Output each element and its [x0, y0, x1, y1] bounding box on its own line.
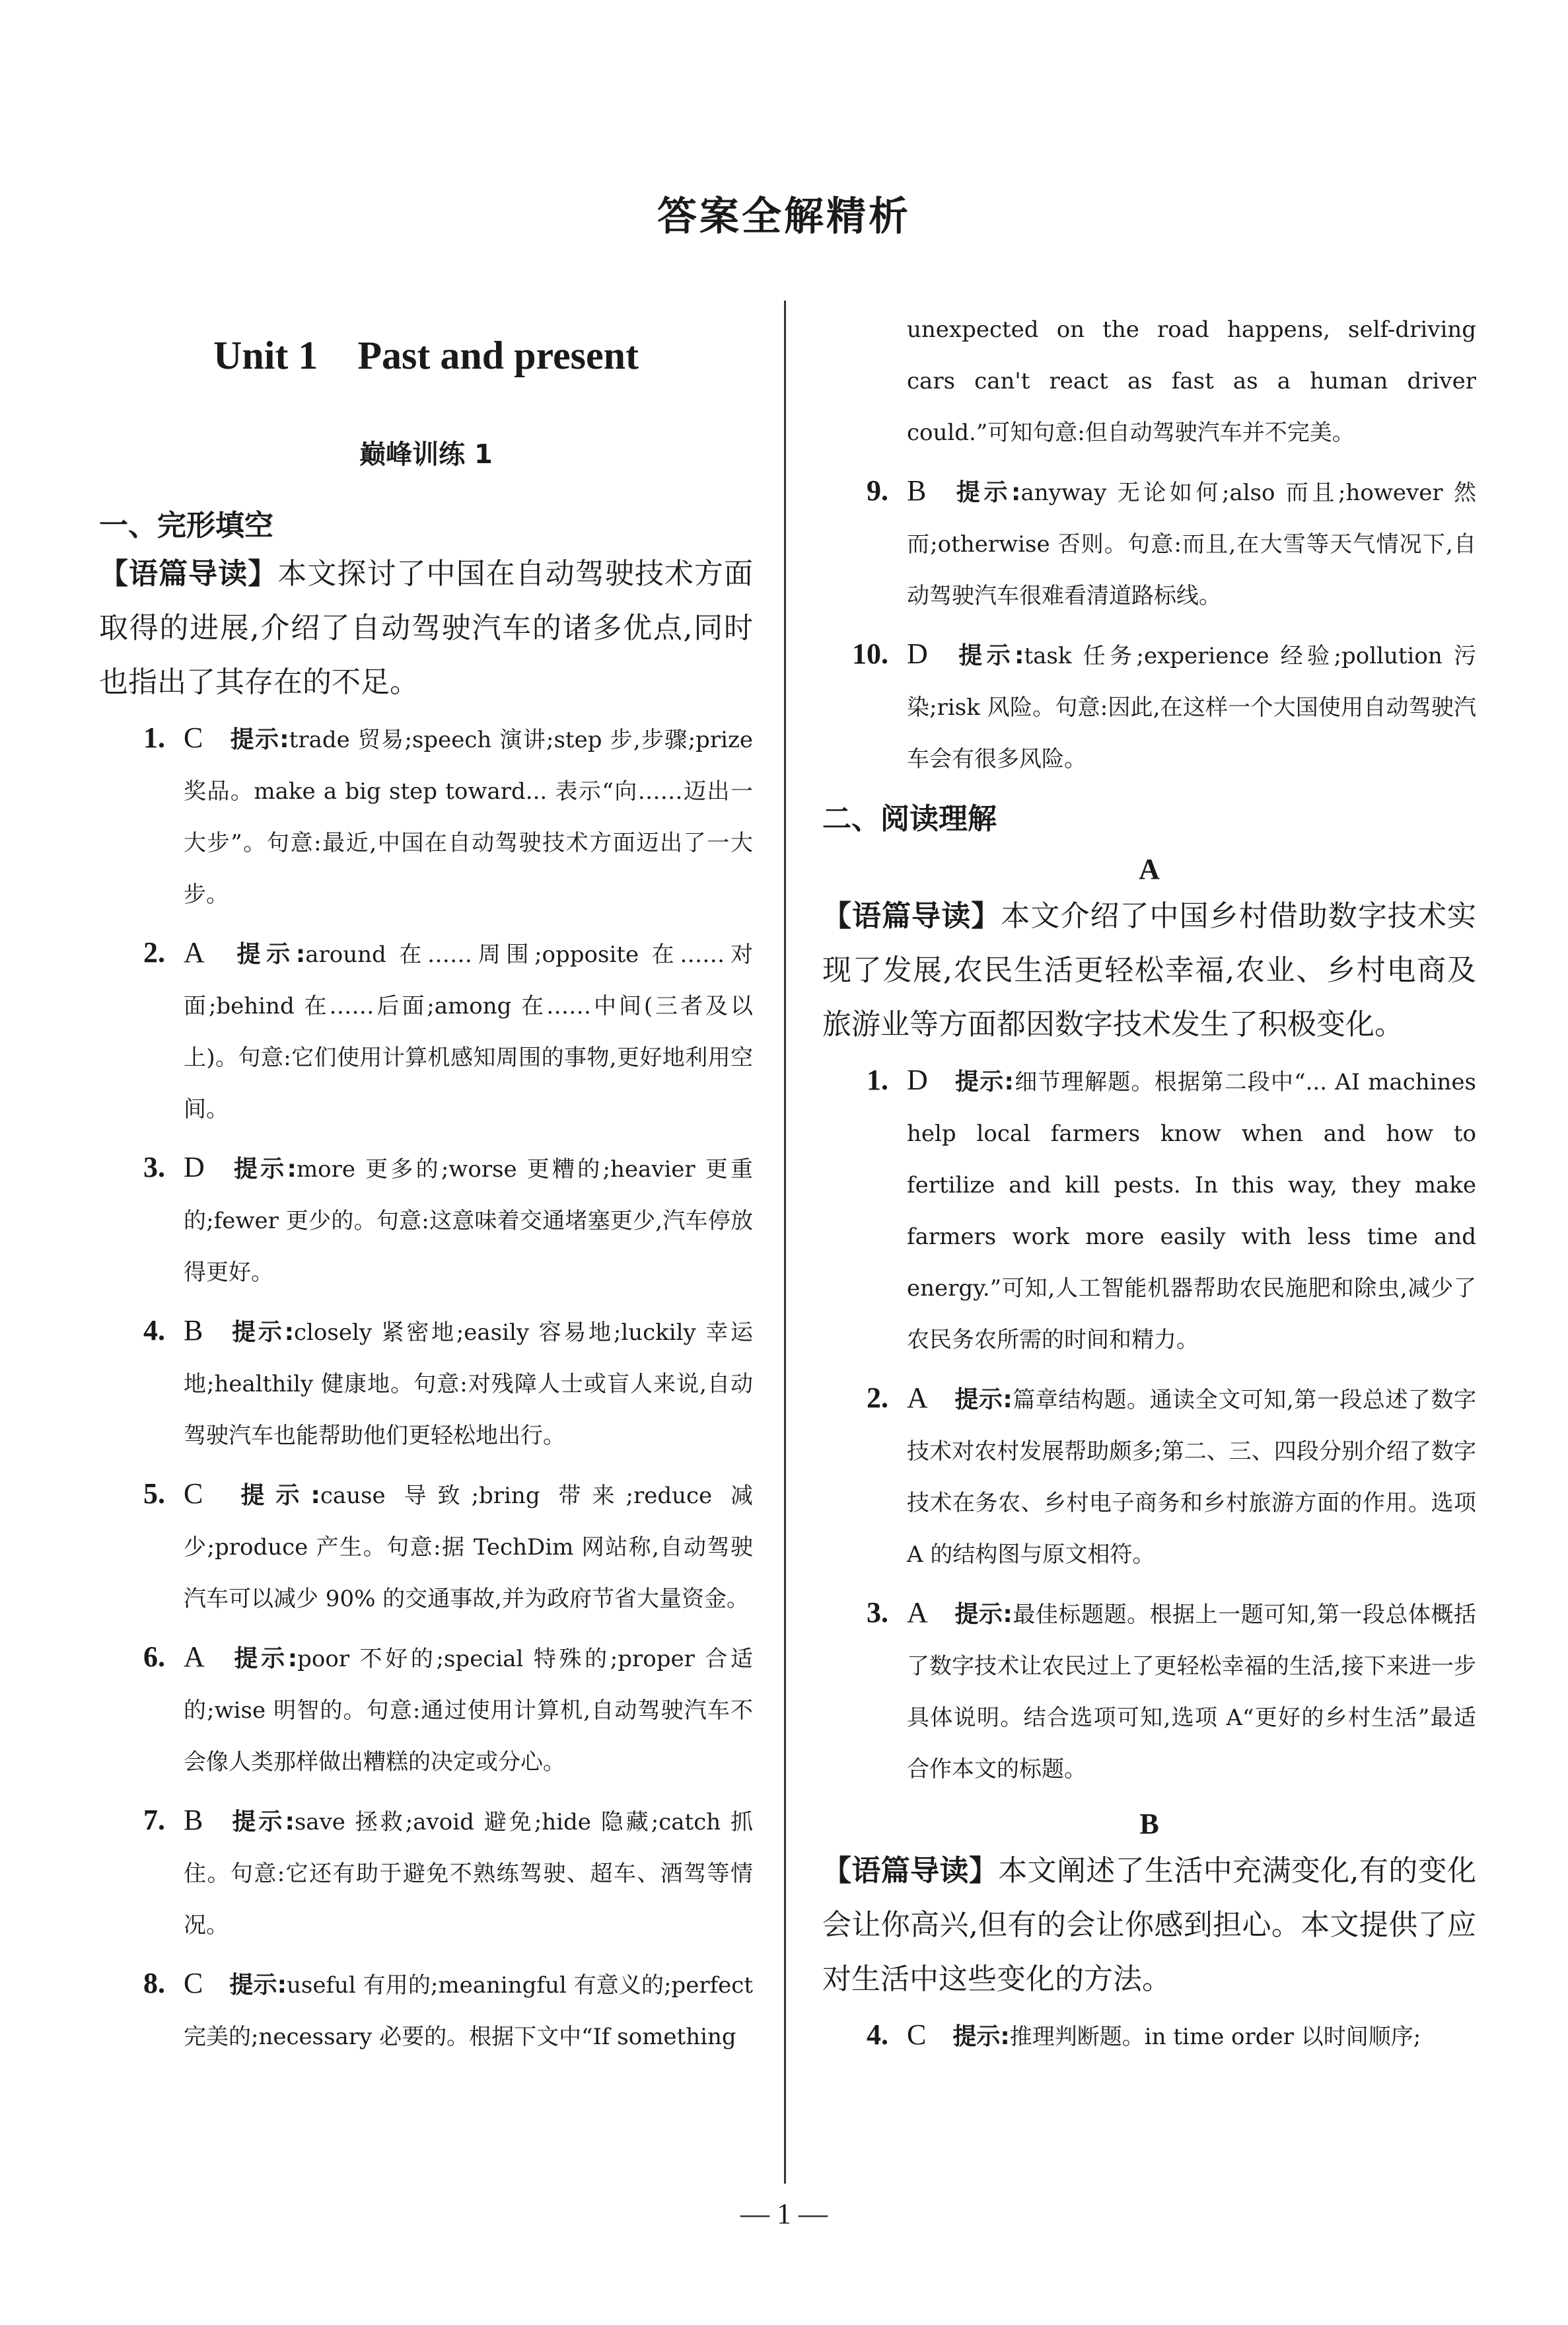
- item-hint-text: 篇章结构题。通读全文可知,第一段总述了数字技术对农村发展帮助颇多;第二、三、四段分别介绍了数字技术在务农、乡村电子商务和乡村旅游方面的作用。选项 A 的结构图与原文相符。: [907, 1387, 1477, 1568]
- reading-item: [822, 1372, 1476, 1580]
- page-number: — 1 —: [740, 2197, 828, 2230]
- item-answer: B: [184, 1314, 203, 1347]
- intro-label: 【语篇导读】: [99, 557, 278, 591]
- cloze-item: [99, 712, 753, 920]
- item-answer: A: [907, 1596, 928, 1629]
- hint-label: 提示:: [952, 2023, 1010, 2050]
- cloze-item: [99, 1305, 753, 1461]
- item-hint-text: 细节理解题。根据第二段中“... AI machines help local farmers know when and how to fertilize and kill pests. In this way, they make farmers work more easily with less time and energy.”可知,人工智能机器帮助农民施肥和除虫,减少了农民务农所需的时间和精力。: [907, 1069, 1476, 1353]
- hint-label: 提示:: [231, 941, 306, 968]
- item-answer: C: [184, 1477, 203, 1510]
- part-a-intro: [822, 889, 1476, 1052]
- item-number: 6.: [143, 1641, 165, 1673]
- part-b-intro: [822, 1844, 1476, 2007]
- hint-label: 提示:: [229, 1808, 295, 1835]
- item-hint-text: anyway 无论如何;also 而且;however 然而;otherwise 否则。句意:而且,在大雪等天气情况下,自动驾驶汽车很难看清道路标线。: [907, 480, 1476, 609]
- item-hint-text: around 在……周围;opposite 在……对面;behind 在……后面;among 在……中间(三者及以上)。句意:它们使用计算机感知周围的事物,更好地利用空间。: [184, 941, 753, 1123]
- left-column: [99, 304, 753, 2069]
- item-hint-text: trade 贸易;speech 演讲;step 步,步骤;prize 奖品。make a big step toward... 表示“向……迈出一大步”。句意:最近,中国在自动驾驶技术方面迈出了一大步。: [184, 727, 753, 908]
- item-answer: A: [907, 1382, 928, 1414]
- hint-label: 提示:: [231, 1645, 298, 1672]
- item-hint-text: closely 紧密地;easily 容易地;luckily 幸运地;healthily 健康地。句意:对残障人士或盲人来说,自动驾驶汽车也能帮助他们更轻松地出行。: [184, 1319, 753, 1449]
- item-hint-text: save 拯救;avoid 避免;hide 隐藏;catch 抓住。句意:它还有助于避免不熟练驾驶、超车、酒驾等情况。: [184, 1809, 753, 1938]
- practice-subtitle: 巅峰训练 1: [359, 439, 493, 470]
- cloze-item: [99, 927, 753, 1135]
- cloze-heading: 一、完形填空: [99, 509, 273, 542]
- page-title: 答案全解精析: [657, 194, 911, 240]
- reading-heading: 二、阅读理解: [822, 802, 997, 836]
- item-answer: A: [184, 1641, 205, 1673]
- unit-title: Unit 1 Past and present: [213, 334, 639, 377]
- intro-label: 【语篇导读】: [822, 1854, 999, 1888]
- cloze-intro-text: 本文探讨了中国在自动驾驶技术方面取得的进展,介绍了自动驾驶汽车的诸多优点,同时也指出了其存在的不足。: [99, 557, 754, 699]
- hint-label: 提示:: [229, 1482, 320, 1509]
- cloze-item: [99, 1958, 753, 2063]
- part-a-intro-text: 本文介绍了中国乡村借助数字技术实现了发展,农民生活更轻松幸福,农业、乡村电商及旅游业等方面都因数字技术发生了积极变化。: [822, 899, 1477, 1041]
- item-number: 4.: [143, 1314, 165, 1347]
- reading-item: [822, 1054, 1476, 1366]
- cloze-item: [99, 1631, 753, 1788]
- cloze-intro: [99, 547, 753, 710]
- intro-label: 【语篇导读】: [822, 899, 1001, 933]
- item-number: 7.: [143, 1804, 165, 1836]
- item-hint-text: 推理判断题。in time order 以时间顺序;: [1009, 2024, 1421, 2050]
- item-hint-text: useful 有用的;meaningful 有意义的;perfect 完美的;necessary 必要的。根据下文中“If something: [184, 1972, 753, 2050]
- hint-label: 提示:: [952, 479, 1021, 506]
- item-number: 10.: [852, 638, 888, 670]
- hint-label: 提示:: [229, 1972, 287, 1999]
- item-number: 4.: [867, 2018, 888, 2051]
- hint-label: 提示:: [954, 1386, 1013, 1413]
- item-answer: D: [907, 638, 928, 670]
- item-number: 9.: [867, 474, 888, 507]
- cloze-item: [99, 1142, 753, 1298]
- right-column: [822, 304, 1476, 2069]
- cloze-item: [99, 1468, 753, 1625]
- item-hint-text: more 更多的;worse 更糟的;heavier 更重的;fewer 更少的。句意:这意味着交通堵塞更少,汽车停放得更好。: [184, 1156, 753, 1286]
- item-number: 3.: [867, 1596, 888, 1629]
- reading-item: [822, 2009, 1476, 2063]
- item-number: 3.: [143, 1151, 165, 1183]
- hint-label: 提示:: [231, 1156, 297, 1183]
- item-number: 8.: [143, 1967, 165, 1999]
- item-hint-text: 最佳标题题。根据上一题可知,第一段总体概括了数字技术让农民过上了更轻松幸福的生活,接下来进一步具体说明。结合选项可知,选项 A“更好的乡村生活”最适合作本文的标题。: [907, 1602, 1476, 1783]
- item-number: 1.: [867, 1064, 888, 1096]
- hint-label: 提示:: [954, 1601, 1013, 1628]
- cloze-item: [822, 628, 1476, 785]
- item-number: 1.: [143, 721, 165, 754]
- item-answer: A: [184, 936, 205, 969]
- reading-item: [822, 1587, 1476, 1795]
- item-8-continuation: unexpected on the road happens, self-driving cars can't react as fast as a human driver could.”可知句意:但自动驾驶汽车并不完美。: [907, 316, 1476, 446]
- item-answer: C: [184, 721, 203, 754]
- item-answer: B: [907, 474, 927, 507]
- hint-label: 提示:: [954, 1068, 1014, 1095]
- column-divider: [784, 301, 786, 2184]
- cloze-item: [822, 465, 1476, 622]
- item-hint-text: task 任务;experience 经验;pollution 污染;risk 风险。句意:因此,在这样一个大国使用自动驾驶汽车会有很多风险。: [907, 643, 1476, 772]
- item-answer: B: [184, 1804, 203, 1836]
- hint-label: 提示:: [229, 1319, 294, 1346]
- hint-label: 提示:: [229, 726, 289, 753]
- item-answer: C: [907, 2018, 927, 2051]
- item-answer: D: [184, 1151, 205, 1183]
- hint-label: 提示:: [954, 642, 1024, 669]
- item-hint-text: poor 不好的;special 特殊的;proper 合适的;wise 明智的。句意:通过使用计算机,自动驾驶汽车不会像人类那样做出糟糕的决定或分心。: [184, 1646, 753, 1775]
- item-answer: C: [184, 1967, 203, 1999]
- cloze-item: [99, 1794, 753, 1951]
- part-b-letter: B: [1139, 1808, 1159, 1840]
- item-hint-text: cause 导致;bring 带来;reduce 减少;produce 产生。句意:据 TechDim 网站称,自动驾驶汽车可以减少 90% 的交通事故,并为政府节省大量资金。: [184, 1483, 753, 1612]
- item-number: 2.: [867, 1382, 888, 1414]
- item-number: 5.: [143, 1477, 165, 1510]
- item-number: 2.: [143, 936, 165, 969]
- part-b-intro-text: 本文阐述了生活中充满变化,有的变化会让你高兴,但有的会让你感到担心。本文提供了应对生活中这些变化的方法。: [822, 1854, 1476, 1996]
- item-answer: D: [907, 1064, 928, 1096]
- part-a-letter: A: [1139, 853, 1160, 885]
